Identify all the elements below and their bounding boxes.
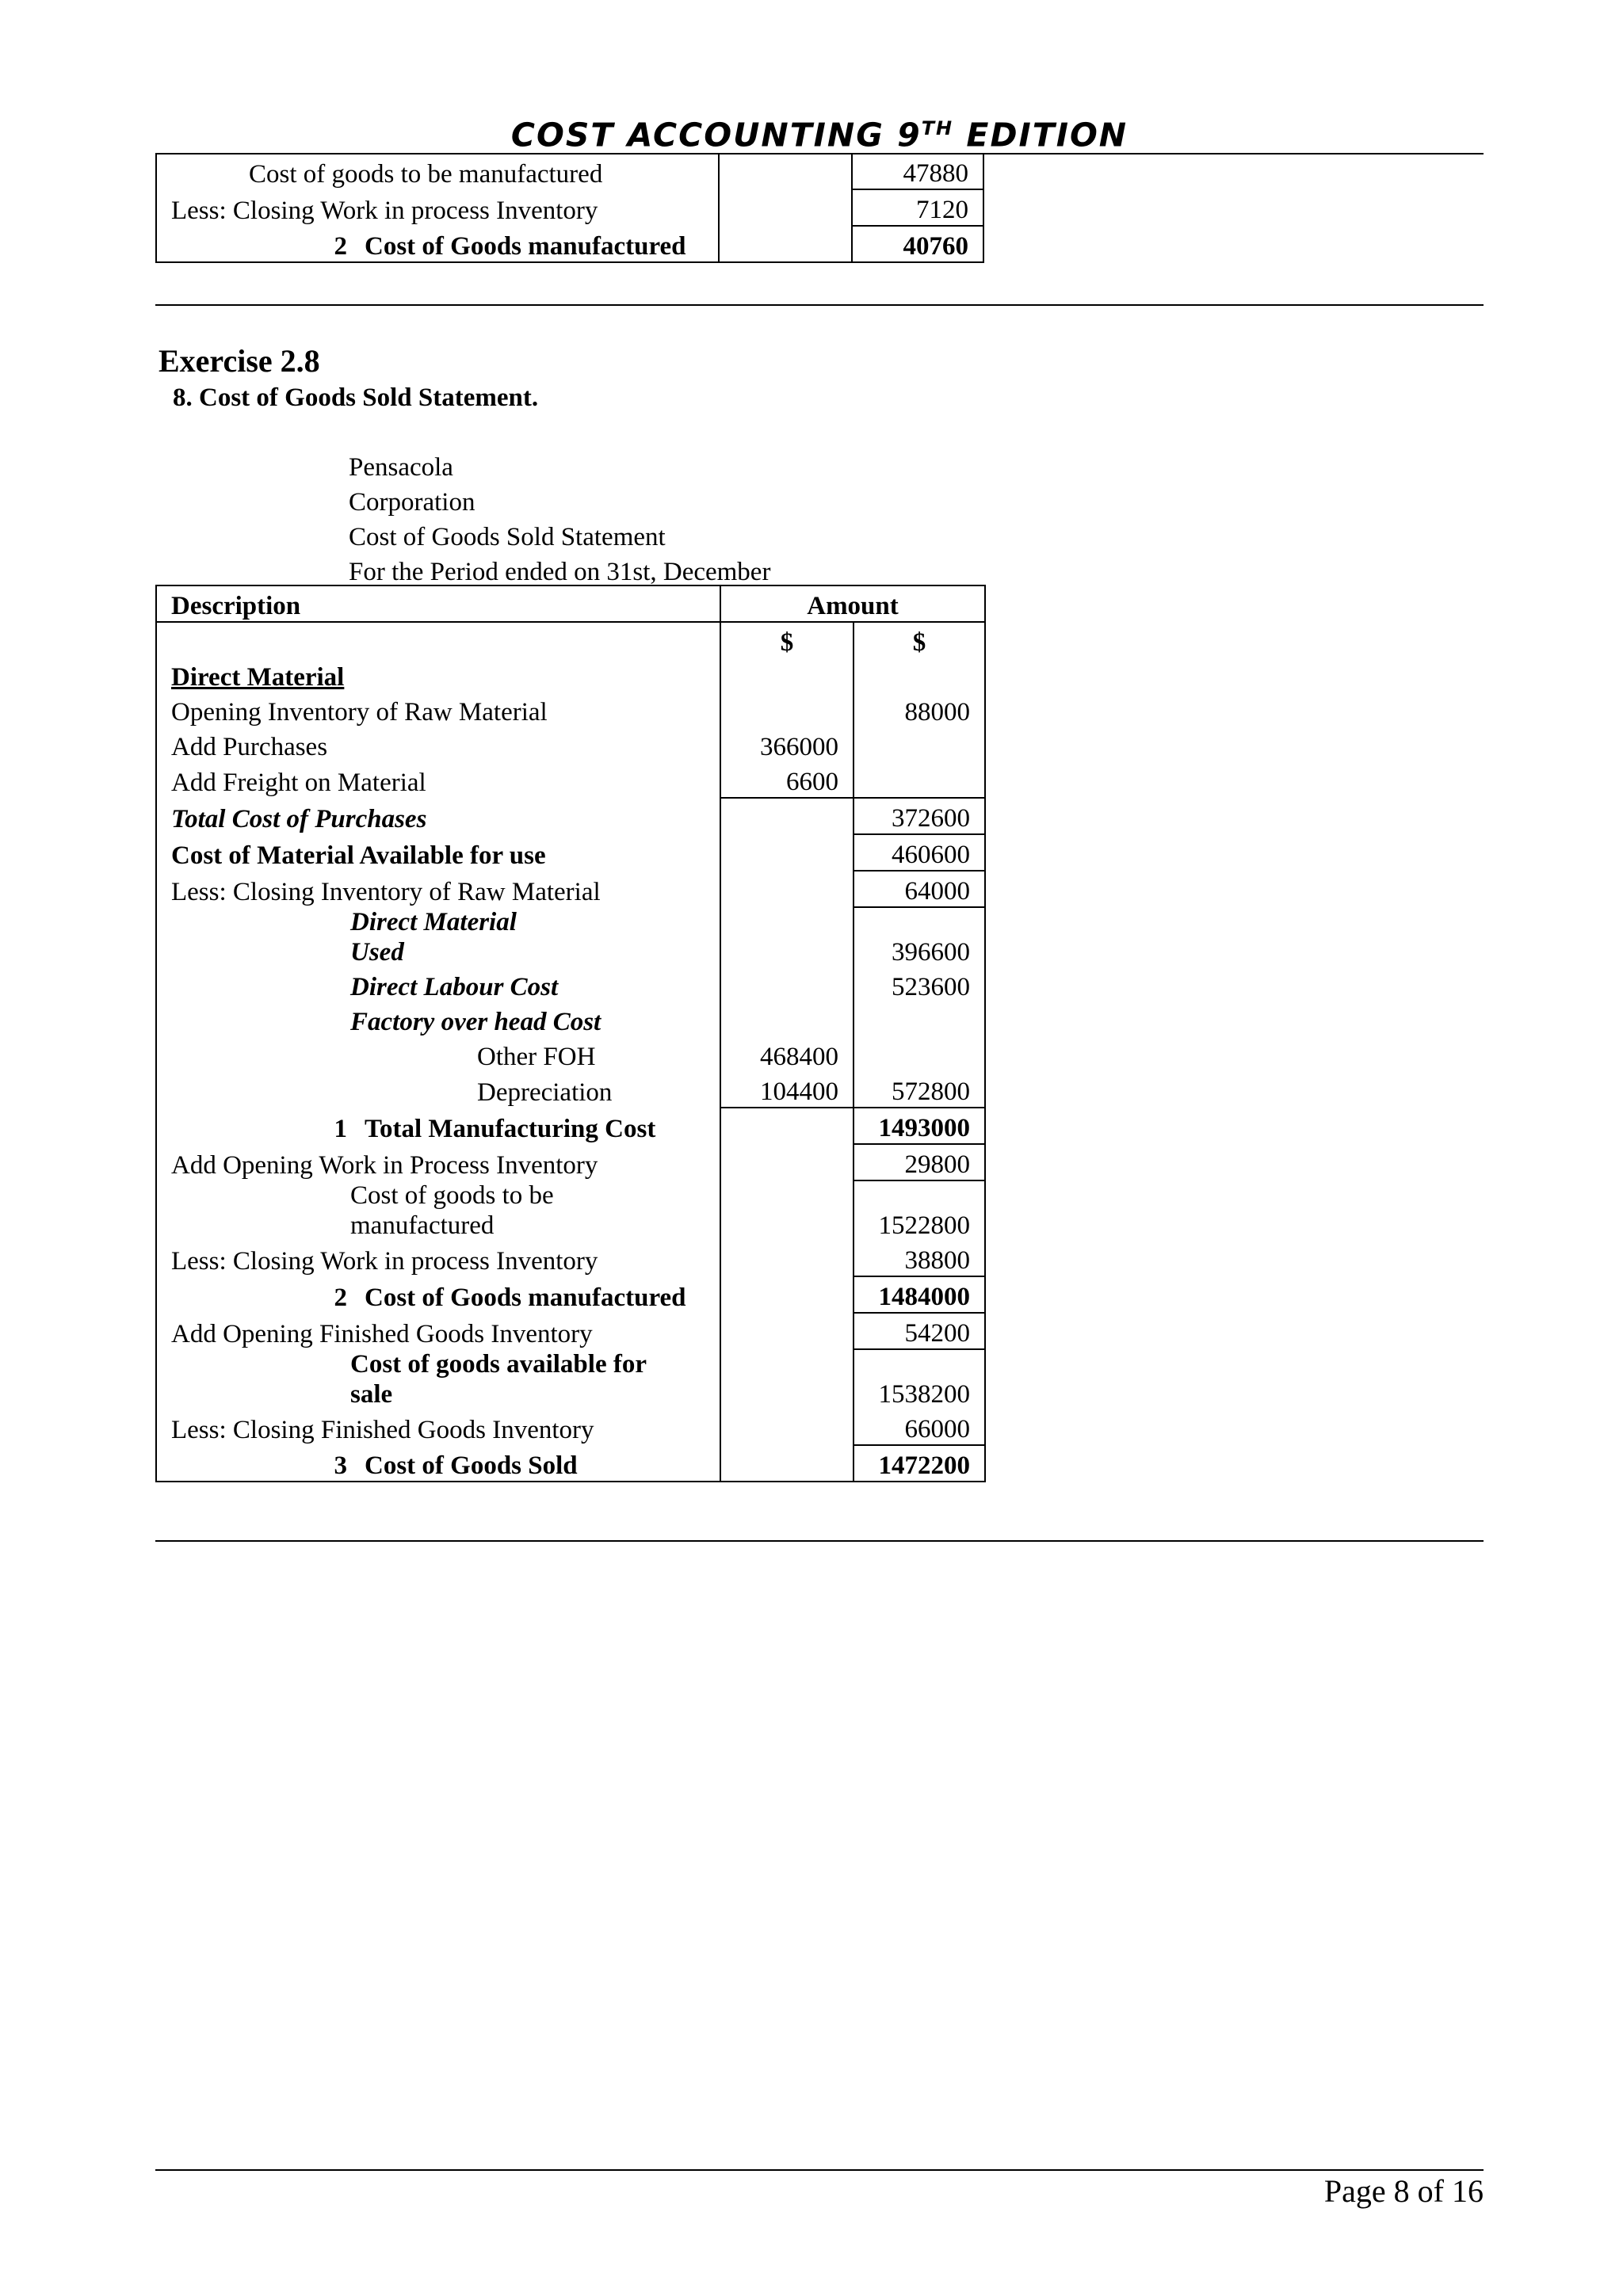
row-label: Total Cost of Purchases (156, 798, 720, 834)
row-amount: 7120 (852, 189, 983, 226)
row-label (156, 1180, 720, 1241)
table-row (156, 692, 985, 727)
exercise-title: Exercise 2.8 (158, 343, 320, 379)
table-row (156, 1108, 985, 1144)
section-heading-direct-material: Direct Material (156, 658, 720, 692)
section-divider (155, 1540, 1484, 1542)
table-row (156, 1144, 985, 1180)
row-label: Add Opening Finished Goods Inventory (156, 1313, 720, 1349)
table-row (156, 1002, 985, 1037)
row-label: Less: Closing Finished Goods Inventory (156, 1409, 720, 1445)
row-amount: 572800 (854, 1072, 985, 1108)
table-row (156, 798, 985, 834)
row-label: Direct Labour Cost (156, 967, 720, 1002)
row-label: Depreciation (156, 1072, 720, 1108)
section-divider (155, 304, 1484, 306)
currency-symbol: $ (720, 622, 854, 658)
table-row (156, 1241, 985, 1276)
row-label (156, 907, 720, 967)
table-row (156, 1445, 985, 1482)
statement-period: For the Period ended on 31st, December (349, 558, 771, 586)
table-row (156, 1313, 985, 1349)
table-row (156, 154, 983, 189)
row-amount: 54200 (854, 1313, 985, 1349)
row-amount: 1522800 (854, 1180, 985, 1241)
table-row (156, 1409, 985, 1445)
row-amount: 1472200 (854, 1445, 985, 1482)
row-label-line-2: manufactured (350, 1211, 495, 1240)
exercise-subtitle: 8. Cost of Goods Sold Statement. (173, 383, 539, 412)
row-amount: 460600 (854, 834, 985, 871)
currency-symbol: $ (854, 622, 985, 658)
row-label-line-2: sale (350, 1380, 393, 1409)
company-name-line-2: Corporation (349, 488, 475, 517)
table-row (156, 658, 985, 692)
table-row (156, 1072, 985, 1108)
row-amount: 104400 (720, 1072, 854, 1108)
row-amount: 1493000 (854, 1108, 985, 1144)
column-header-amount: Amount (720, 585, 985, 622)
table-row (156, 1037, 985, 1072)
table-row (156, 1349, 985, 1409)
continuation-table (155, 154, 984, 263)
table-row (156, 762, 985, 798)
row-label: Cost of Goods manufactured (365, 1283, 686, 1312)
row-number: 3 (334, 1451, 347, 1480)
table-header-row (156, 585, 985, 622)
row-label: Cost of Goods Sold (365, 1451, 578, 1480)
table-row (156, 226, 983, 262)
row-amount: 29800 (854, 1144, 985, 1180)
row-amount: 468400 (720, 1037, 854, 1072)
company-name-line-1: Pensacola (349, 453, 453, 482)
row-amount: 47880 (852, 154, 983, 189)
row-label (156, 1349, 720, 1409)
footer-rule (155, 2169, 1484, 2171)
row-amount: 88000 (854, 692, 985, 727)
row-label: Cost of Material Available for use (156, 834, 720, 871)
row-label-line-2: Used (350, 938, 404, 967)
row-number: 1 (334, 1115, 347, 1143)
header-title-superscript: TH (921, 117, 954, 139)
header-title-end: EDITION (953, 116, 1128, 154)
row-label: Less: Closing Work in process Inventory (156, 1241, 720, 1276)
row-label: Add Purchases (156, 727, 720, 762)
header-title-main: COST ACCOUNTING 9 (510, 116, 922, 154)
row-amount: 523600 (854, 967, 985, 1002)
row-amount: 366000 (720, 727, 854, 762)
row-amount: 6600 (720, 762, 854, 798)
row-amount: 38800 (854, 1241, 985, 1276)
row-amount: 66000 (854, 1409, 985, 1445)
row-label: Add Opening Work in Process Inventory (156, 1144, 720, 1180)
row-amount: 1538200 (854, 1349, 985, 1409)
table-row (156, 622, 985, 658)
row-label: Add Freight on Material (156, 762, 720, 798)
row-amount: 372600 (854, 798, 985, 834)
row-label: Less: Closing Inventory of Raw Material (156, 871, 720, 907)
table-row (156, 967, 985, 1002)
row-label: Other FOH (156, 1037, 720, 1072)
row-label: Cost of goods to be manufactured (156, 154, 719, 189)
row-label-line-1: Cost of goods to be (350, 1181, 554, 1210)
statement-heading (349, 450, 770, 589)
table-row (156, 907, 985, 967)
cogs-statement-table (155, 585, 986, 1482)
table-row (156, 1276, 985, 1313)
page-number: Page 8 of 16 (1323, 2173, 1484, 2209)
row-label-line-1: Direct Material (350, 908, 517, 936)
row-label: Total Manufacturing Cost (365, 1115, 656, 1143)
table-row (156, 871, 985, 907)
table-row (156, 189, 983, 226)
row-amount: 1484000 (854, 1276, 985, 1313)
table-row (156, 727, 985, 762)
table-row (156, 1180, 985, 1241)
row-amount: 396600 (854, 907, 985, 967)
row-label: Less: Closing Work in process Inventory (156, 189, 719, 226)
row-number: 2 (334, 232, 347, 261)
row-amount: 40760 (852, 226, 983, 262)
row-number: 2 (334, 1283, 347, 1312)
row-label: Cost of Goods manufactured (365, 232, 686, 261)
page-header-title (155, 108, 1484, 156)
row-label-line-1: Cost of goods available for (350, 1350, 647, 1379)
table-row (156, 834, 985, 871)
row-amount: 64000 (854, 871, 985, 907)
row-label: Factory over head Cost (156, 1002, 720, 1037)
statement-title: Cost of Goods Sold Statement (349, 523, 666, 551)
row-label: Opening Inventory of Raw Material (156, 692, 720, 727)
column-header-description: Description (156, 585, 720, 622)
